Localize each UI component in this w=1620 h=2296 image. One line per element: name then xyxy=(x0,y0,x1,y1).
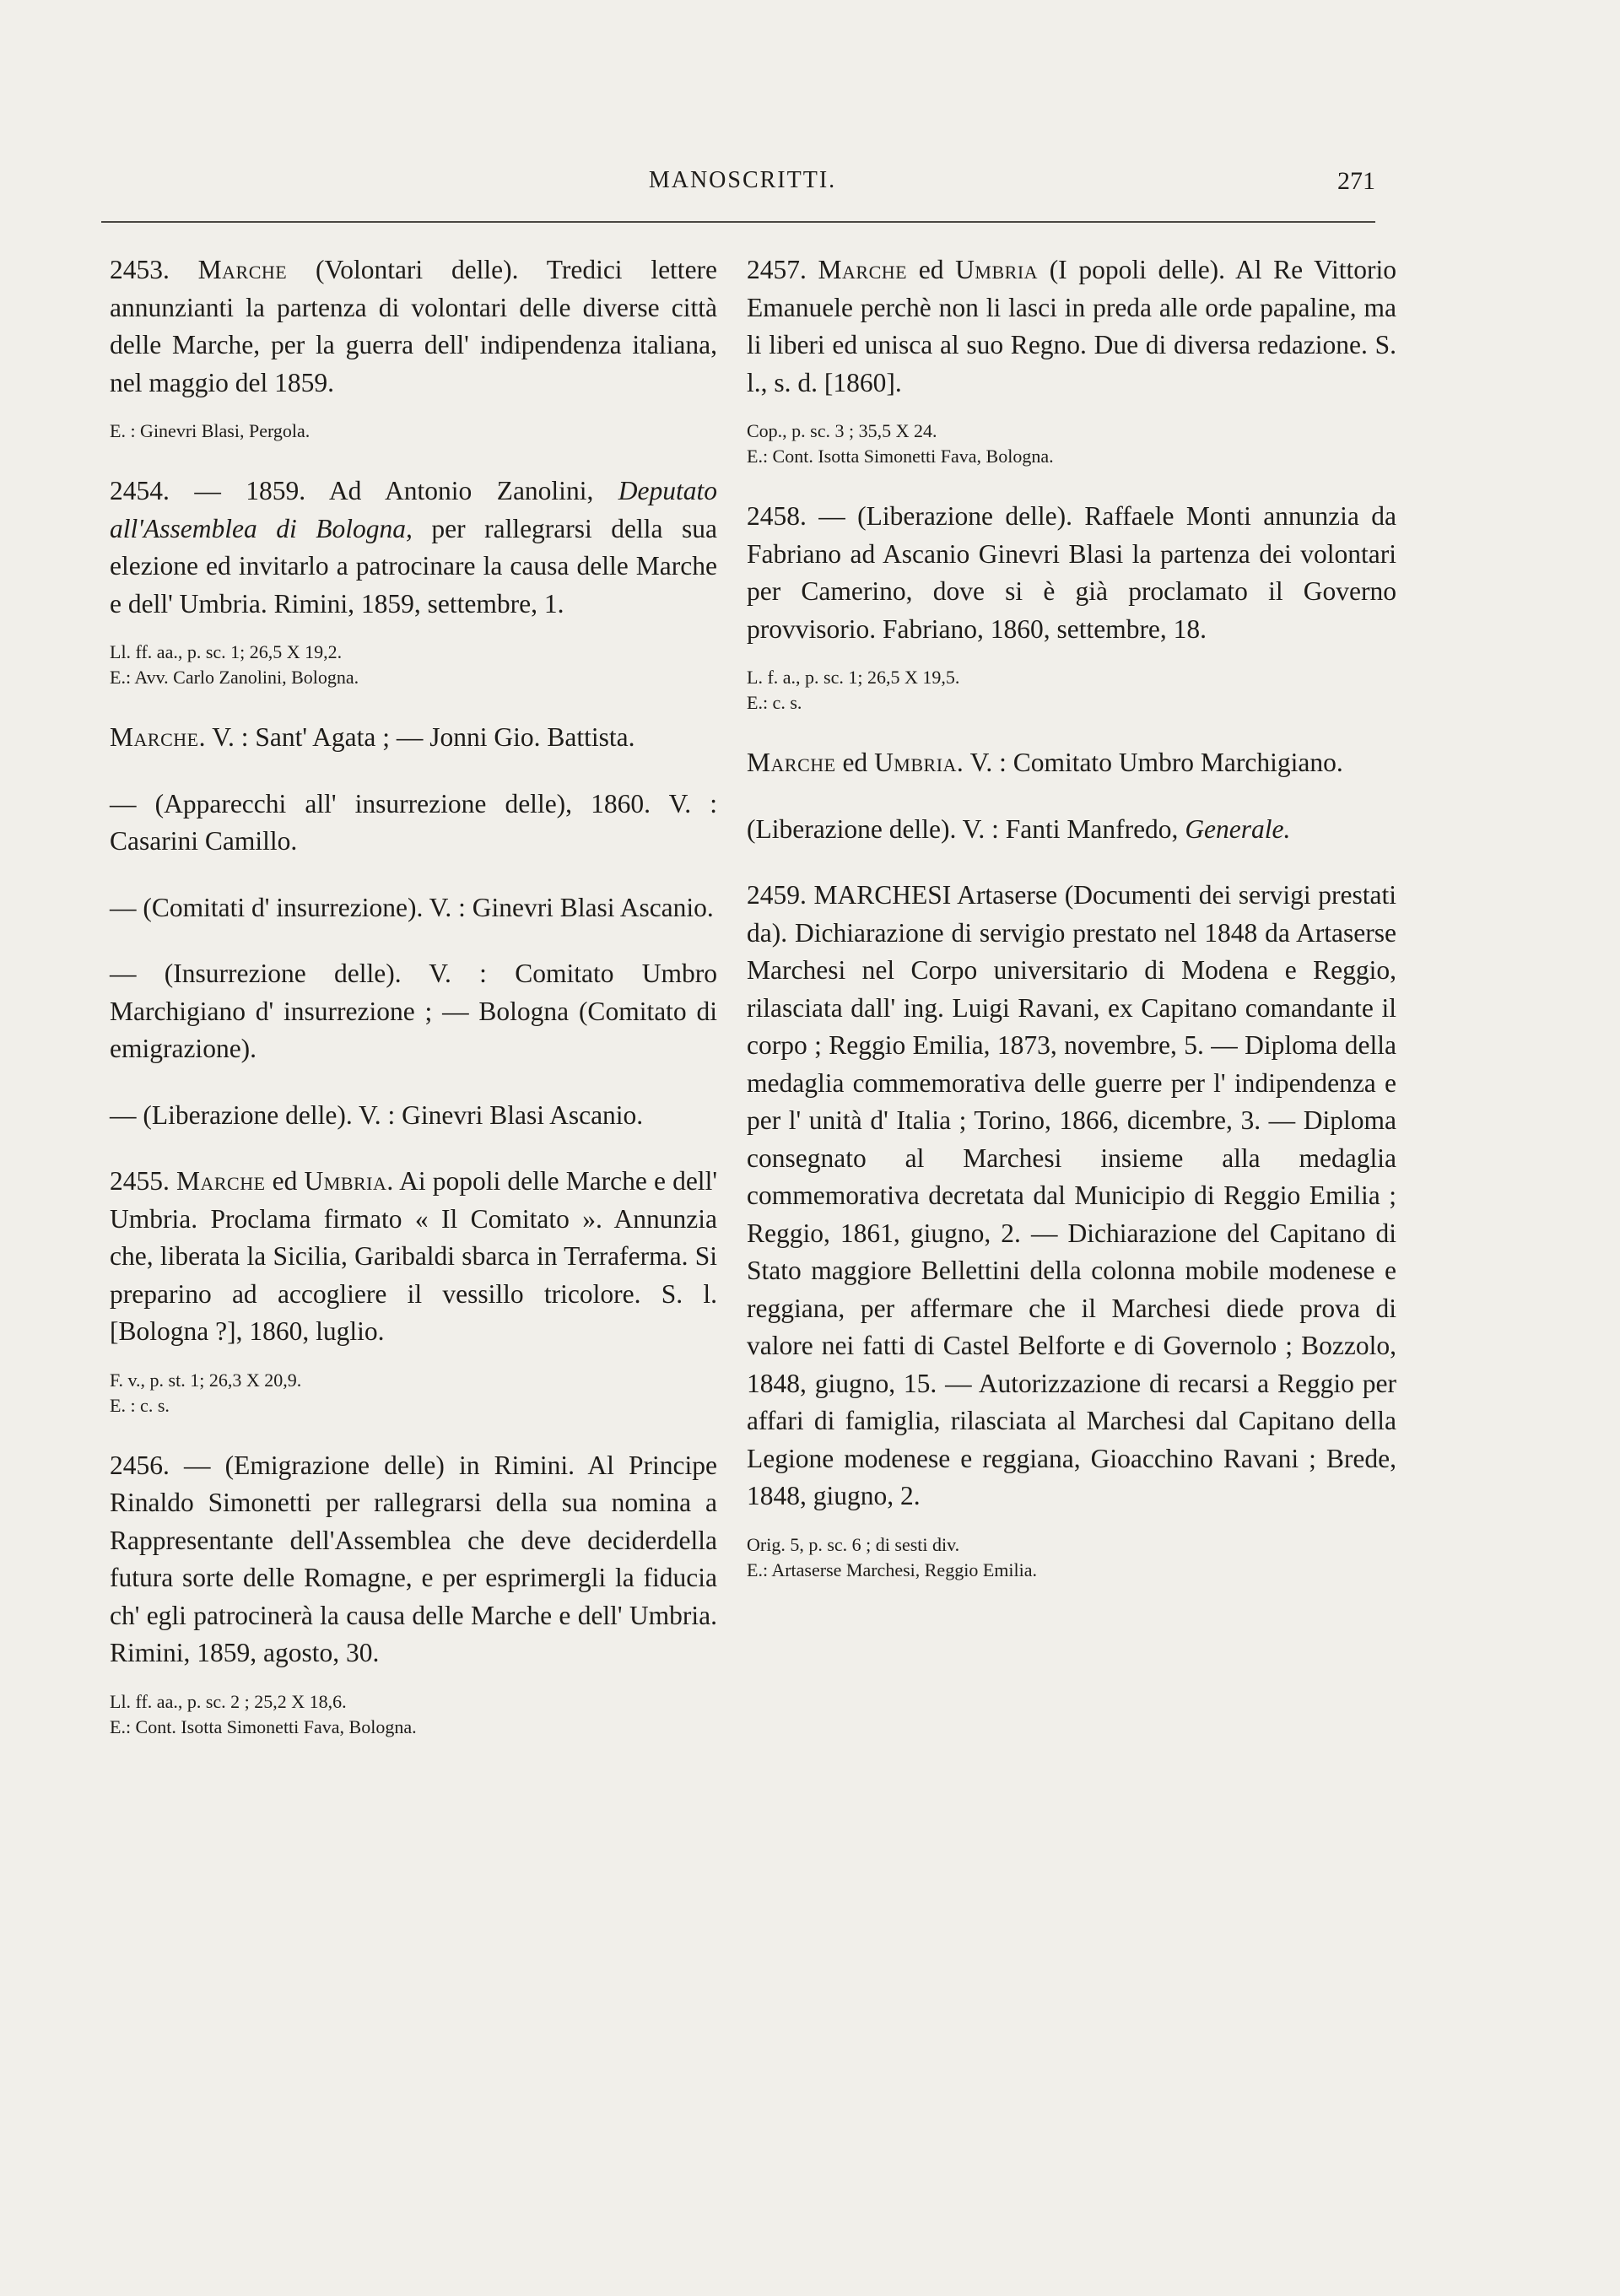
entry-meta-line: F. v., p. st. 1; 26,3 X 20,9. xyxy=(110,1369,302,1391)
cross-ref-heading-2: Umbria. xyxy=(874,748,964,777)
entry-text: (I popoli delle). Al Re Vittorio Emanuele perchè non li lasci in preda alle orde papaline, ma li liberi ed unisca al suo Regno. Due di diversa redazione. S. l., s. d. [1860]. xyxy=(747,255,1397,397)
catalog-entry-2456 xyxy=(110,1447,717,1740)
cross-ref-text: — (Liberazione delle). V. : Ginevri Blasi Ascanio. xyxy=(110,1099,644,1130)
cross-ref-italic: Generale. xyxy=(1185,813,1291,844)
cross-ref-text: — (Comitati d' insurrezione). V. : Ginevri Blasi Ascanio. xyxy=(110,892,714,922)
catalog-entry-2457 xyxy=(747,251,1396,469)
cross-ref-heading: Marche xyxy=(747,748,836,777)
right-column xyxy=(747,251,1396,1612)
entry-meta-line: E.: Cont. Isotta Simonetti Fava, Bologna. xyxy=(747,446,1054,467)
entry-meta-line: E.: Artaserse Marchesi, Reggio Emilia. xyxy=(747,1559,1037,1580)
cross-reference xyxy=(110,889,717,927)
cross-ref-text: — (Insurrezione delle). V. : Comitato Umbro Marchigiano d' insurrezione ; — Bologna (Comitato di emigrazione). xyxy=(110,959,717,1063)
entry-meta-line: E.: c. s. xyxy=(747,692,802,713)
entry-meta xyxy=(110,1368,717,1418)
entry-heading-2: Umbria xyxy=(955,255,1039,284)
cross-ref-text: — (Apparecchi all' insurrezione delle), 1860. V. : Casarini Camillo. xyxy=(110,788,717,856)
cross-reference xyxy=(747,811,1396,849)
cross-reference xyxy=(747,744,1396,782)
cross-ref-text: V. : Comitato Umbro Marchigiano. xyxy=(969,748,1343,777)
running-title: MANOSCRITTI. xyxy=(648,167,837,193)
cross-reference xyxy=(110,1097,717,1135)
entry-meta-line: Cop., p. sc. 3 ; 35,5 X 24. xyxy=(747,420,937,441)
entry-number: 2454. xyxy=(110,476,170,505)
entry-heading: Marche xyxy=(176,1166,266,1196)
entry-meta-line: Ll. ff. aa., p. sc. 1; 26,5 X 19,2. xyxy=(110,641,343,662)
cross-ref-text: (Liberazione delle). V. : Fanti Manfredo, xyxy=(747,813,1179,844)
entry-heading: Marche xyxy=(818,255,908,284)
entry-number: 2455. xyxy=(110,1166,170,1196)
catalog-entry-2458 xyxy=(747,498,1396,716)
cross-reference xyxy=(110,719,717,757)
catalog-entry-2454 xyxy=(110,473,717,690)
entry-meta xyxy=(747,419,1396,469)
entry-text: — (Liberazione delle). Raffaele Monti annunzia da Fabriano ad Ascanio Ginevri Blasi la partenza dei volontari per Camerino, dove si è già proclamato il Governo provvisorio. Fabriano, 1860, settembre, 18. xyxy=(747,501,1397,644)
entry-text: — 1859. Ad Antonio Zanolini, xyxy=(194,476,594,505)
cross-ref-heading: Marche. xyxy=(110,722,206,752)
entry-number: 2458. xyxy=(747,501,807,531)
cross-reference xyxy=(110,955,717,1068)
entry-text: Ai popoli delle Marche e dell' Umbria. Proclama firmato « Il Comitato ». Annunzia che, liberata la Sicilia, Garibaldi sbarca in Terraferma. Si preparino ad accogliere il vessillo tricolore. S. l. [Bologna ?], 1860, luglio. xyxy=(110,1166,717,1346)
entry-number: 2457. xyxy=(747,255,807,284)
entry-text-continued: per rallegrarsi della sua elezione ed invitarlo a patrocinare la causa delle Marche e dell' Umbria. Rimini, 1859, settembre, 1. xyxy=(110,513,718,619)
left-column xyxy=(110,251,717,1769)
catalog-entry-2455 xyxy=(110,1163,717,1418)
entry-meta xyxy=(110,1689,717,1740)
entry-meta-line: Ll. ff. aa., p. sc. 2 ; 25,2 X 18,6. xyxy=(110,1690,347,1712)
entry-meta-line: E. : c. s. xyxy=(110,1394,170,1416)
entry-number: 2459. xyxy=(747,880,807,910)
entry-text: MARCHESI Artaserse (Documenti dei servigi prestati da). Dichiarazione di servigio prestato nel 1848 da Artaserse Marchesi nel Corpo universitario di Modena e Reggio, rilasciata dall' ing. Luigi Ravani, ex Capitano comandante il corpo ; Reggio Emilia, 1873, novembre, 5. — Diploma della medaglia commemorativa delle guerre per l' indipendenza e per l' unità d' Italia ; Torino, 1866, dicembre, 3. — Diploma consegnato al Marchesi insieme alla medaglia commemorativa decretata dal Municipio di Reggio Emilia ; Reggio, 1861, giugno, 2. — Dichiarazione del Capitano di Stato maggiore Bellettini della colonna mobile modenese e reggiana, per affermare che il Marchesi diede prova di valore nei fatti di Castel Belforte e di Governolo ; Bozzolo, 1848, giugno, 15. — Autorizzazione di recarsi a Reggio per affari di famiglia, rilasciata al Marchesi dal Capitano della Legione modenese e reggiana, Gioacchino Ravani ; Brede, 1848, giugno, 2. xyxy=(747,880,1396,1510)
cross-reference xyxy=(110,786,717,861)
page-number: 271 xyxy=(1337,167,1375,195)
catalog-entry-2453 xyxy=(110,251,717,444)
entry-meta-line: L. f. a., p. sc. 1; 26,5 X 19,5. xyxy=(747,667,960,688)
entry-italic-title: Deputato all'Assemblea di Bologna, xyxy=(110,476,717,543)
entry-meta xyxy=(110,640,717,690)
entry-connector: ed xyxy=(272,1166,298,1196)
entry-text: (Volontari delle). Tredici lettere annunzianti la partenza di volontari delle diverse città delle Marche, per la guerra dell' indipendenza italiana, nel maggio del 1859. xyxy=(110,255,718,397)
entry-meta-line: Orig. 5, p. sc. 6 ; di sesti div. xyxy=(747,1533,960,1555)
header-rule xyxy=(101,221,1375,223)
entry-meta-line: E.: Cont. Isotta Simonetti Fava, Bologna. xyxy=(110,1715,417,1737)
entry-meta xyxy=(110,419,717,444)
cross-ref-connector: ed xyxy=(842,748,868,777)
running-head xyxy=(110,167,1375,204)
entry-meta xyxy=(747,1532,1396,1583)
entry-heading: Marche xyxy=(197,255,288,284)
entry-number: 2456. xyxy=(110,1450,170,1480)
cross-ref-text: V. : Sant' Agata ; — Jonni Gio. Battista. xyxy=(212,722,635,752)
entry-meta-line: E. : Ginevri Blasi, Pergola. xyxy=(110,420,310,441)
entry-meta-line: E.: Avv. Carlo Zanolini, Bologna. xyxy=(110,667,359,688)
entry-number: 2453. xyxy=(110,255,170,284)
entry-heading-2: Umbria. xyxy=(304,1166,394,1196)
entry-connector: ed xyxy=(918,255,944,284)
entry-meta xyxy=(747,665,1396,716)
catalog-entry-2459 xyxy=(747,877,1396,1583)
entry-text: — (Emigrazione delle) in Rimini. Al Principe Rinaldo Simonetti per rallegrarsi della sua nomina a Rappresentante dell'Assemblea che deve deciderdella futura sorte delle Romagne, e per esprimergli la fiducia ch' egli patrocinerà la causa delle Marche e dell' Umbria. Rimini, 1859, agosto, 30. xyxy=(110,1450,717,1667)
